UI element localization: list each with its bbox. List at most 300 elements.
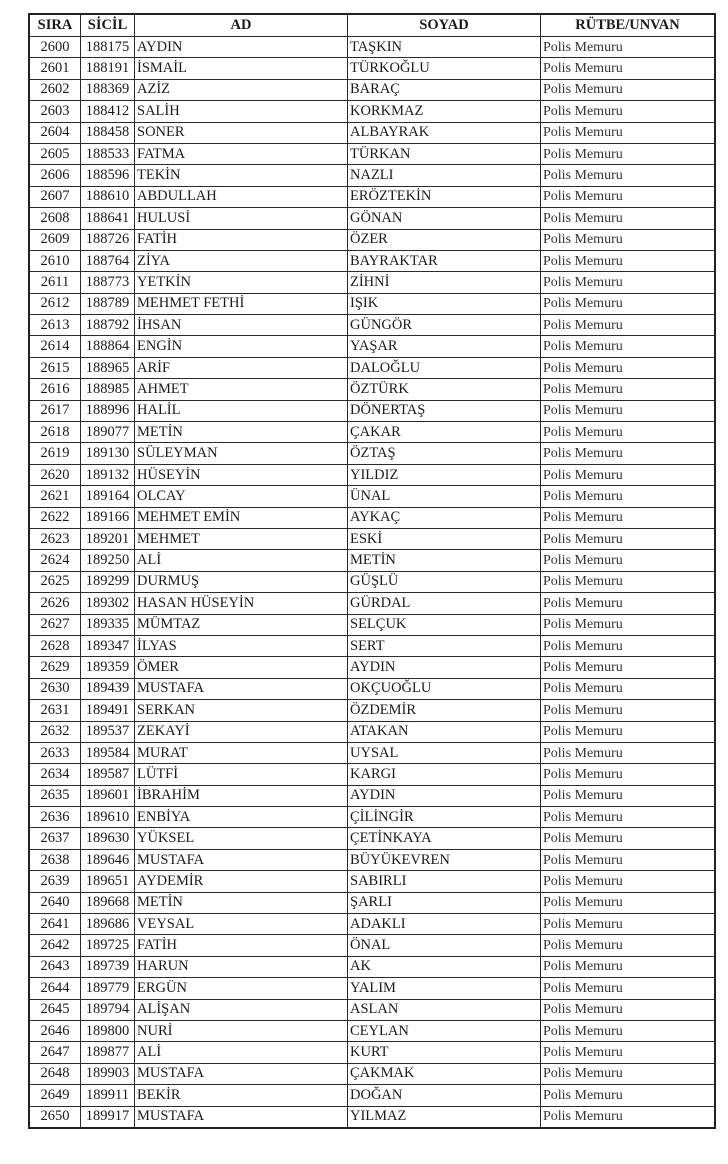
cell-sira: 2609	[29, 229, 81, 250]
table-row	[29, 914, 715, 935]
cell-soyad: AYDIN	[348, 785, 541, 806]
cell-rutbe-unvan: Polis Memuru	[541, 721, 716, 742]
cell-sira: 2631	[29, 700, 81, 721]
cell-rutbe-unvan: Polis Memuru	[541, 742, 716, 763]
cell-sira: 2638	[29, 849, 81, 870]
cell-sira: 2635	[29, 785, 81, 806]
table-row	[29, 978, 715, 999]
cell-sira: 2607	[29, 186, 81, 207]
cell-sira: 2613	[29, 315, 81, 336]
cell-sira: 2626	[29, 593, 81, 614]
cell-ad: ZEKAYİ	[135, 721, 348, 742]
cell-sicil: 189917	[81, 1106, 135, 1128]
table-row	[29, 849, 715, 870]
cell-sicil: 188985	[81, 379, 135, 400]
cell-rutbe-unvan: Polis Memuru	[541, 486, 716, 507]
cell-ad: MEHMET	[135, 528, 348, 549]
cell-sira: 2627	[29, 614, 81, 635]
cell-sira: 2646	[29, 1020, 81, 1041]
cell-sicil: 189359	[81, 657, 135, 678]
cell-ad: NURİ	[135, 1020, 348, 1041]
cell-rutbe-unvan: Polis Memuru	[541, 208, 716, 229]
cell-ad: ERGÜN	[135, 978, 348, 999]
cell-ad: MUSTAFA	[135, 678, 348, 699]
cell-ad: YETKİN	[135, 272, 348, 293]
cell-sicil: 189646	[81, 849, 135, 870]
cell-rutbe-unvan: Polis Memuru	[541, 956, 716, 977]
cell-ad: HALİL	[135, 400, 348, 421]
cell-ad: SALİH	[135, 101, 348, 122]
cell-rutbe-unvan: Polis Memuru	[541, 614, 716, 635]
cell-rutbe-unvan: Polis Memuru	[541, 293, 716, 314]
cell-ad: YÜKSEL	[135, 828, 348, 849]
cell-sira: 2648	[29, 1063, 81, 1084]
cell-sira: 2644	[29, 978, 81, 999]
cell-sira: 2615	[29, 357, 81, 378]
table-row	[29, 892, 715, 913]
cell-soyad: ZİHNİ	[348, 272, 541, 293]
table-row	[29, 79, 715, 100]
cell-rutbe-unvan: Polis Memuru	[541, 315, 716, 336]
cell-sicil: 189166	[81, 507, 135, 528]
cell-ad: AYDIN	[135, 37, 348, 58]
cell-rutbe-unvan: Polis Memuru	[541, 1106, 716, 1128]
cell-ad: SERKAN	[135, 700, 348, 721]
cell-sira: 2600	[29, 37, 81, 58]
cell-ad: İSMAİL	[135, 58, 348, 79]
cell-rutbe-unvan: Polis Memuru	[541, 336, 716, 357]
cell-soyad: SABIRLI	[348, 871, 541, 892]
cell-sira: 2621	[29, 486, 81, 507]
cell-soyad: BAYRAKTAR	[348, 250, 541, 271]
table-row	[29, 550, 715, 571]
cell-sicil: 188610	[81, 186, 135, 207]
cell-ad: FATMA	[135, 143, 348, 164]
cell-sicil: 189877	[81, 1042, 135, 1063]
cell-soyad: YILDIZ	[348, 464, 541, 485]
cell-ad: ALİ	[135, 1042, 348, 1063]
table-row	[29, 871, 715, 892]
cell-soyad: TÜRKOĞLU	[348, 58, 541, 79]
cell-soyad: SERT	[348, 635, 541, 656]
table-row	[29, 443, 715, 464]
header-soyad: SOYAD	[348, 14, 541, 37]
cell-ad: ÖMER	[135, 657, 348, 678]
cell-sira: 2618	[29, 422, 81, 443]
cell-soyad: SELÇUK	[348, 614, 541, 635]
cell-ad: SÜLEYMAN	[135, 443, 348, 464]
table-row	[29, 336, 715, 357]
cell-sira: 2623	[29, 528, 81, 549]
cell-rutbe-unvan: Polis Memuru	[541, 678, 716, 699]
cell-ad: AZİZ	[135, 79, 348, 100]
table-row	[29, 357, 715, 378]
cell-sicil: 189299	[81, 571, 135, 592]
cell-sira: 2619	[29, 443, 81, 464]
cell-sira: 2624	[29, 550, 81, 571]
table-row	[29, 101, 715, 122]
cell-ad: İHSAN	[135, 315, 348, 336]
cell-soyad: ÖZTAŞ	[348, 443, 541, 464]
table-header-row	[29, 14, 715, 37]
cell-ad: FATİH	[135, 229, 348, 250]
cell-rutbe-unvan: Polis Memuru	[541, 507, 716, 528]
table-row	[29, 807, 715, 828]
cell-rutbe-unvan: Polis Memuru	[541, 422, 716, 443]
cell-rutbe-unvan: Polis Memuru	[541, 400, 716, 421]
table-row	[29, 379, 715, 400]
table-body	[29, 37, 715, 1128]
table-row	[29, 1042, 715, 1063]
cell-rutbe-unvan: Polis Memuru	[541, 571, 716, 592]
cell-sicil: 188369	[81, 79, 135, 100]
cell-rutbe-unvan: Polis Memuru	[541, 935, 716, 956]
cell-soyad: DALOĞLU	[348, 357, 541, 378]
table-row	[29, 165, 715, 186]
cell-rutbe-unvan: Polis Memuru	[541, 828, 716, 849]
cell-sicil: 188458	[81, 122, 135, 143]
cell-sicil: 189132	[81, 464, 135, 485]
cell-soyad: KURT	[348, 1042, 541, 1063]
cell-rutbe-unvan: Polis Memuru	[541, 101, 716, 122]
cell-sira: 2603	[29, 101, 81, 122]
cell-sicil: 188965	[81, 357, 135, 378]
cell-sira: 2632	[29, 721, 81, 742]
cell-soyad: GÜŞLÜ	[348, 571, 541, 592]
cell-ad: İLYAS	[135, 635, 348, 656]
cell-sira: 2617	[29, 400, 81, 421]
cell-ad: MUSTAFA	[135, 849, 348, 870]
cell-soyad: GÖNAN	[348, 208, 541, 229]
table-row	[29, 186, 715, 207]
cell-sicil: 189077	[81, 422, 135, 443]
cell-soyad: ÇİLİNGİR	[348, 807, 541, 828]
cell-rutbe-unvan: Polis Memuru	[541, 357, 716, 378]
cell-rutbe-unvan: Polis Memuru	[541, 528, 716, 549]
cell-rutbe-unvan: Polis Memuru	[541, 464, 716, 485]
cell-sicil: 188996	[81, 400, 135, 421]
cell-sicil: 189587	[81, 764, 135, 785]
cell-sicil: 189601	[81, 785, 135, 806]
cell-ad: ZİYA	[135, 250, 348, 271]
cell-soyad: IŞIK	[348, 293, 541, 314]
cell-ad: HARUN	[135, 956, 348, 977]
cell-ad: İBRAHİM	[135, 785, 348, 806]
cell-soyad: OKÇUOĞLU	[348, 678, 541, 699]
table-row	[29, 464, 715, 485]
cell-sicil: 189491	[81, 700, 135, 721]
table-row	[29, 828, 715, 849]
cell-soyad: DOĞAN	[348, 1085, 541, 1106]
cell-sicil: 189739	[81, 956, 135, 977]
cell-sicil: 189537	[81, 721, 135, 742]
cell-ad: HASAN HÜSEYİN	[135, 593, 348, 614]
cell-rutbe-unvan: Polis Memuru	[541, 785, 716, 806]
cell-ad: AHMET	[135, 379, 348, 400]
table-row	[29, 1106, 715, 1128]
table-row	[29, 422, 715, 443]
table-row	[29, 315, 715, 336]
cell-ad: MURAT	[135, 742, 348, 763]
cell-soyad: ATAKAN	[348, 721, 541, 742]
header-sicil: SİCİL	[81, 14, 135, 37]
cell-rutbe-unvan: Polis Memuru	[541, 1020, 716, 1041]
cell-soyad: BARAÇ	[348, 79, 541, 100]
cell-rutbe-unvan: Polis Memuru	[541, 593, 716, 614]
cell-ad: ABDULLAH	[135, 186, 348, 207]
table-row	[29, 657, 715, 678]
cell-sicil: 189164	[81, 486, 135, 507]
cell-sicil: 189335	[81, 614, 135, 635]
cell-rutbe-unvan: Polis Memuru	[541, 58, 716, 79]
cell-soyad: TAŞKIN	[348, 37, 541, 58]
cell-ad: BEKİR	[135, 1085, 348, 1106]
cell-sicil: 188596	[81, 165, 135, 186]
cell-ad: AYDEMİR	[135, 871, 348, 892]
cell-sira: 2630	[29, 678, 81, 699]
cell-sicil: 189725	[81, 935, 135, 956]
cell-sicil: 189794	[81, 999, 135, 1020]
cell-rutbe-unvan: Polis Memuru	[541, 892, 716, 913]
cell-soyad: ÇETİNKAYA	[348, 828, 541, 849]
cell-rutbe-unvan: Polis Memuru	[541, 635, 716, 656]
cell-ad: HÜSEYİN	[135, 464, 348, 485]
cell-sira: 2628	[29, 635, 81, 656]
table-row	[29, 143, 715, 164]
cell-sicil: 188726	[81, 229, 135, 250]
table-row	[29, 229, 715, 250]
cell-sicil: 188792	[81, 315, 135, 336]
table-row	[29, 764, 715, 785]
cell-sira: 2604	[29, 122, 81, 143]
cell-sira: 2649	[29, 1085, 81, 1106]
cell-sicil: 189250	[81, 550, 135, 571]
cell-soyad: ŞARLI	[348, 892, 541, 913]
cell-rutbe-unvan: Polis Memuru	[541, 229, 716, 250]
cell-sicil: 189439	[81, 678, 135, 699]
cell-sicil: 189130	[81, 443, 135, 464]
cell-sicil: 188191	[81, 58, 135, 79]
table-row	[29, 122, 715, 143]
cell-ad: MUSTAFA	[135, 1106, 348, 1128]
cell-sira: 2634	[29, 764, 81, 785]
cell-sira: 2601	[29, 58, 81, 79]
cell-sira: 2608	[29, 208, 81, 229]
cell-sicil: 189903	[81, 1063, 135, 1084]
cell-rutbe-unvan: Polis Memuru	[541, 272, 716, 293]
cell-sicil: 188533	[81, 143, 135, 164]
cell-soyad: YALIM	[348, 978, 541, 999]
cell-sira: 2647	[29, 1042, 81, 1063]
table-row	[29, 528, 715, 549]
cell-sira: 2640	[29, 892, 81, 913]
cell-sira: 2614	[29, 336, 81, 357]
cell-soyad: ÜNAL	[348, 486, 541, 507]
cell-sira: 2643	[29, 956, 81, 977]
cell-sicil: 188789	[81, 293, 135, 314]
cell-ad: METİN	[135, 422, 348, 443]
cell-soyad: ÇAKAR	[348, 422, 541, 443]
cell-sicil: 189800	[81, 1020, 135, 1041]
table-row	[29, 935, 715, 956]
cell-rutbe-unvan: Polis Memuru	[541, 849, 716, 870]
cell-soyad: ERÖZTEKİN	[348, 186, 541, 207]
cell-soyad: ÖZER	[348, 229, 541, 250]
cell-sira: 2622	[29, 507, 81, 528]
cell-soyad: ÖZTÜRK	[348, 379, 541, 400]
cell-rutbe-unvan: Polis Memuru	[541, 914, 716, 935]
table-row	[29, 700, 715, 721]
cell-sira: 2629	[29, 657, 81, 678]
table-row	[29, 486, 715, 507]
cell-ad: ARİF	[135, 357, 348, 378]
cell-sira: 2642	[29, 935, 81, 956]
table-row	[29, 956, 715, 977]
cell-soyad: CEYLAN	[348, 1020, 541, 1041]
table-row	[29, 58, 715, 79]
table-row	[29, 678, 715, 699]
cell-sicil: 188641	[81, 208, 135, 229]
cell-sira: 2610	[29, 250, 81, 271]
cell-rutbe-unvan: Polis Memuru	[541, 807, 716, 828]
cell-soyad: GÜRDAL	[348, 593, 541, 614]
cell-sicil: 189779	[81, 978, 135, 999]
cell-sicil: 189201	[81, 528, 135, 549]
cell-sicil: 188764	[81, 250, 135, 271]
table-row	[29, 785, 715, 806]
cell-soyad: ASLAN	[348, 999, 541, 1020]
table-row	[29, 635, 715, 656]
cell-ad: MEHMET FETHİ	[135, 293, 348, 314]
cell-ad: TEKİN	[135, 165, 348, 186]
cell-sira: 2650	[29, 1106, 81, 1128]
cell-rutbe-unvan: Polis Memuru	[541, 79, 716, 100]
cell-rutbe-unvan: Polis Memuru	[541, 657, 716, 678]
cell-sicil: 188175	[81, 37, 135, 58]
cell-ad: ENBİYA	[135, 807, 348, 828]
cell-sicil: 189610	[81, 807, 135, 828]
cell-soyad: BÜYÜKEVREN	[348, 849, 541, 870]
cell-sicil: 189347	[81, 635, 135, 656]
cell-rutbe-unvan: Polis Memuru	[541, 379, 716, 400]
cell-ad: MUSTAFA	[135, 1063, 348, 1084]
cell-ad: OLCAY	[135, 486, 348, 507]
cell-rutbe-unvan: Polis Memuru	[541, 1063, 716, 1084]
cell-sira: 2639	[29, 871, 81, 892]
cell-sicil: 189668	[81, 892, 135, 913]
personnel-table	[28, 13, 716, 1129]
cell-sira: 2605	[29, 143, 81, 164]
table-row	[29, 742, 715, 763]
cell-rutbe-unvan: Polis Memuru	[541, 250, 716, 271]
header-ad: AD	[135, 14, 348, 37]
table-row	[29, 272, 715, 293]
cell-soyad: ÖNAL	[348, 935, 541, 956]
cell-ad: FATİH	[135, 935, 348, 956]
cell-soyad: METİN	[348, 550, 541, 571]
cell-soyad: ESKİ	[348, 528, 541, 549]
cell-rutbe-unvan: Polis Memuru	[541, 978, 716, 999]
cell-soyad: AK	[348, 956, 541, 977]
cell-ad: MÜMTAZ	[135, 614, 348, 635]
cell-soyad: AYKAÇ	[348, 507, 541, 528]
cell-soyad: ÖZDEMİR	[348, 700, 541, 721]
cell-sira: 2602	[29, 79, 81, 100]
table-row	[29, 1063, 715, 1084]
table-row	[29, 614, 715, 635]
cell-soyad: TÜRKAN	[348, 143, 541, 164]
cell-rutbe-unvan: Polis Memuru	[541, 37, 716, 58]
cell-soyad: KARGI	[348, 764, 541, 785]
cell-sicil: 189686	[81, 914, 135, 935]
cell-sira: 2606	[29, 165, 81, 186]
cell-rutbe-unvan: Polis Memuru	[541, 764, 716, 785]
header-rutbe-unvan: RÜTBE/UNVAN	[541, 14, 716, 37]
cell-ad: SONER	[135, 122, 348, 143]
cell-sicil: 189911	[81, 1085, 135, 1106]
cell-soyad: KORKMAZ	[348, 101, 541, 122]
table-row	[29, 507, 715, 528]
cell-rutbe-unvan: Polis Memuru	[541, 1042, 716, 1063]
table-row	[29, 208, 715, 229]
table-row	[29, 1020, 715, 1041]
table-row	[29, 250, 715, 271]
cell-rutbe-unvan: Polis Memuru	[541, 143, 716, 164]
cell-sicil: 189651	[81, 871, 135, 892]
cell-soyad: DÖNERTAŞ	[348, 400, 541, 421]
cell-sira: 2612	[29, 293, 81, 314]
cell-sira: 2616	[29, 379, 81, 400]
cell-rutbe-unvan: Polis Memuru	[541, 186, 716, 207]
cell-rutbe-unvan: Polis Memuru	[541, 700, 716, 721]
cell-soyad: AYDIN	[348, 657, 541, 678]
table-row	[29, 593, 715, 614]
cell-ad: VEYSAL	[135, 914, 348, 935]
cell-sira: 2633	[29, 742, 81, 763]
table-row	[29, 721, 715, 742]
cell-ad: MEHMET EMİN	[135, 507, 348, 528]
cell-ad: HULUSİ	[135, 208, 348, 229]
cell-ad: METİN	[135, 892, 348, 913]
cell-ad: ENGİN	[135, 336, 348, 357]
cell-sira: 2611	[29, 272, 81, 293]
table-row	[29, 571, 715, 592]
cell-soyad: ALBAYRAK	[348, 122, 541, 143]
cell-rutbe-unvan: Polis Memuru	[541, 122, 716, 143]
cell-rutbe-unvan: Polis Memuru	[541, 871, 716, 892]
cell-sicil: 188864	[81, 336, 135, 357]
cell-sira: 2645	[29, 999, 81, 1020]
header-sira: SIRA	[29, 14, 81, 37]
cell-ad: LÜTFİ	[135, 764, 348, 785]
table-row	[29, 400, 715, 421]
cell-ad: ALİ	[135, 550, 348, 571]
cell-soyad: GÜNGÖR	[348, 315, 541, 336]
cell-rutbe-unvan: Polis Memuru	[541, 999, 716, 1020]
cell-ad: DURMUŞ	[135, 571, 348, 592]
cell-soyad: ADAKLI	[348, 914, 541, 935]
cell-soyad: ÇAKMAK	[348, 1063, 541, 1084]
cell-rutbe-unvan: Polis Memuru	[541, 443, 716, 464]
table-row	[29, 1085, 715, 1106]
cell-sicil: 189630	[81, 828, 135, 849]
cell-sira: 2625	[29, 571, 81, 592]
cell-ad: ALİŞAN	[135, 999, 348, 1020]
cell-sicil: 189584	[81, 742, 135, 763]
cell-soyad: YAŞAR	[348, 336, 541, 357]
cell-sira: 2620	[29, 464, 81, 485]
cell-sira: 2641	[29, 914, 81, 935]
